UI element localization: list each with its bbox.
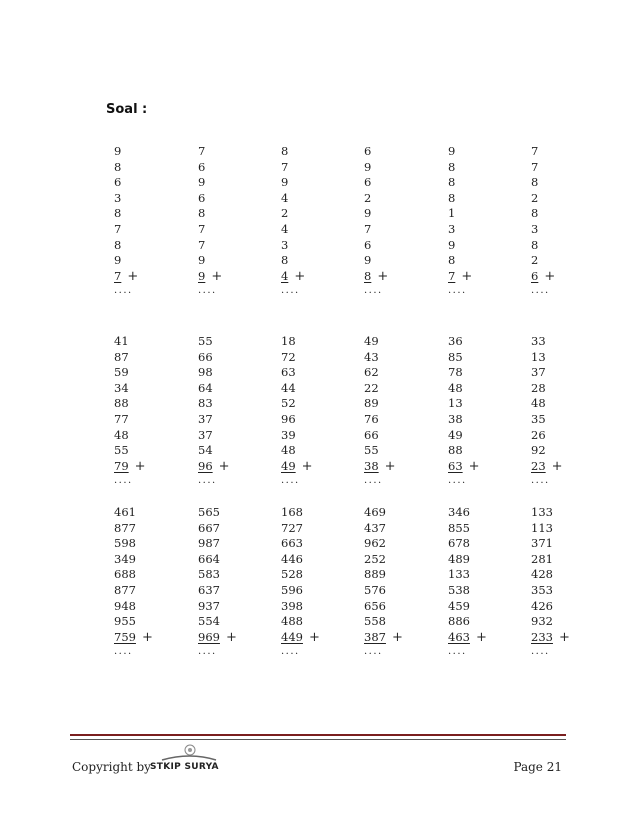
plus-sign: +	[294, 268, 306, 284]
addend: 346	[448, 505, 470, 519]
heading: Soal :	[106, 102, 148, 117]
last-addend	[198, 459, 258, 475]
addend: 168	[281, 505, 303, 519]
addend: 59	[114, 365, 129, 380]
addend: 55	[198, 334, 213, 348]
addend: 8	[281, 144, 289, 158]
addition-problem	[531, 505, 591, 660]
answer-placeholder: ....	[281, 646, 300, 658]
addend: 63	[281, 365, 296, 380]
addend: 583	[198, 567, 220, 582]
addition-problem	[281, 144, 341, 299]
addend: 8	[114, 206, 122, 221]
addend: 7	[114, 221, 122, 236]
last-addend	[531, 459, 591, 475]
addition-problem	[531, 144, 591, 299]
addend: 7	[531, 159, 539, 174]
plus-sign: +	[468, 458, 480, 474]
addend: 937	[198, 598, 220, 613]
addend-value: 96	[198, 458, 213, 473]
addend: 55	[114, 443, 129, 458]
addend: 488	[281, 614, 303, 629]
plus-sign: +	[558, 629, 570, 645]
addend: 66	[364, 427, 379, 442]
addend-value: 4	[281, 268, 289, 283]
addend: 9	[364, 159, 372, 174]
addend: 9	[198, 175, 206, 190]
addend: 62	[364, 365, 379, 380]
page-number: Page 21	[513, 760, 562, 774]
addition-problem	[531, 334, 591, 489]
addend: 565	[198, 505, 220, 519]
addend: 49	[364, 334, 379, 348]
last-addend	[364, 269, 424, 285]
addend: 727	[281, 520, 303, 535]
addend: 13	[531, 349, 546, 364]
answer-placeholder: ....	[364, 285, 383, 297]
answer-placeholder: ....	[448, 285, 467, 297]
last-addend	[448, 269, 508, 285]
plus-sign: +	[377, 268, 389, 284]
addend: 9	[448, 237, 456, 252]
last-addend	[448, 630, 508, 646]
last-addend	[114, 459, 174, 475]
addend: 9	[364, 206, 372, 221]
addition-problem	[114, 505, 174, 660]
addend: 8	[114, 159, 122, 174]
addend: 133	[448, 567, 470, 582]
addend: 428	[531, 567, 553, 582]
addend-value: 23	[531, 458, 546, 473]
addend: 78	[448, 365, 463, 380]
addend-value: 79	[114, 458, 129, 473]
answer-placeholder: ....	[198, 285, 217, 297]
addend: 7	[281, 159, 289, 174]
addend: 398	[281, 598, 303, 613]
last-addend	[281, 459, 341, 475]
addend: 98	[198, 365, 213, 380]
footer-rule-top	[70, 734, 566, 736]
addend: 85	[448, 349, 463, 364]
addition-problem	[448, 334, 508, 489]
addend: 528	[281, 567, 303, 582]
addition-problem	[114, 144, 174, 299]
last-addend	[281, 269, 341, 285]
addend: 6	[364, 175, 372, 190]
addend: 133	[531, 505, 553, 519]
addend-value: 7	[448, 268, 456, 283]
plus-sign: +	[308, 629, 320, 645]
last-addend	[364, 459, 424, 475]
addition-problem	[114, 334, 174, 489]
addend: 8	[448, 175, 456, 190]
addend: 3	[448, 221, 456, 236]
addend: 558	[364, 614, 386, 629]
addend: 72	[281, 349, 296, 364]
addend: 8	[531, 206, 539, 221]
addend: 6	[198, 190, 206, 205]
addend: 688	[114, 567, 136, 582]
addend: 35	[531, 411, 546, 426]
addend: 7	[531, 144, 539, 158]
addend: 948	[114, 598, 136, 613]
addend-value: 233	[531, 629, 553, 644]
addend: 8	[448, 159, 456, 174]
answer-placeholder: ....	[531, 646, 550, 658]
addend: 7	[198, 221, 206, 236]
addend: 9	[114, 144, 122, 158]
addend: 446	[281, 551, 303, 566]
addend: 459	[448, 598, 470, 613]
addend-value: 449	[281, 629, 303, 644]
last-addend	[448, 459, 508, 475]
addend: 7	[198, 237, 206, 252]
addend: 371	[531, 536, 553, 551]
plus-sign: +	[301, 458, 313, 474]
addend: 96	[281, 411, 296, 426]
addend: 962	[364, 536, 386, 551]
addend-value: 38	[364, 458, 379, 473]
last-addend	[114, 630, 174, 646]
addend: 8	[114, 237, 122, 252]
addend: 37	[531, 365, 546, 380]
addend: 8	[531, 175, 539, 190]
addend: 49	[448, 427, 463, 442]
addend: 932	[531, 614, 553, 629]
addition-problem	[198, 144, 258, 299]
addend: 252	[364, 551, 386, 566]
addend: 9	[198, 253, 206, 268]
addend: 637	[198, 582, 220, 597]
addend: 88	[448, 443, 463, 458]
answer-placeholder: ....	[114, 646, 133, 658]
addend-value: 9	[198, 268, 206, 283]
addend: 664	[198, 551, 220, 566]
addend: 9	[281, 175, 289, 190]
answer-placeholder: ....	[281, 475, 300, 487]
addend-value: 387	[364, 629, 386, 644]
addend: 667	[198, 520, 220, 535]
addend: 656	[364, 598, 386, 613]
addend: 6	[364, 144, 372, 158]
copyright-text: Copyright by	[72, 760, 151, 774]
plus-sign: +	[127, 268, 139, 284]
plus-sign: +	[551, 458, 563, 474]
addend: 9	[448, 144, 456, 158]
last-addend	[281, 630, 341, 646]
addend: 437	[364, 520, 386, 535]
answer-placeholder: ....	[531, 285, 550, 297]
addend: 2	[531, 253, 539, 268]
addend: 36	[448, 334, 463, 348]
addend: 41	[114, 334, 129, 348]
addend: 34	[114, 380, 129, 395]
addend: 678	[448, 536, 470, 551]
addend: 87	[114, 349, 129, 364]
addend: 9	[114, 253, 122, 268]
last-addend	[198, 630, 258, 646]
addend: 83	[198, 396, 213, 411]
addend: 48	[448, 380, 463, 395]
addend: 39	[281, 427, 296, 442]
addend: 4	[281, 221, 289, 236]
addend: 48	[114, 427, 129, 442]
answer-placeholder: ....	[364, 475, 383, 487]
addend: 955	[114, 614, 136, 629]
stkip-logo-icon	[150, 740, 220, 780]
addend: 426	[531, 598, 553, 613]
addend: 469	[364, 505, 386, 519]
addend: 37	[198, 411, 213, 426]
answer-placeholder: ....	[531, 475, 550, 487]
answer-placeholder: ....	[364, 646, 383, 658]
answer-placeholder: ....	[198, 646, 217, 658]
addend: 28	[531, 380, 546, 395]
addend: 877	[114, 582, 136, 597]
addend-value: 6	[531, 268, 539, 283]
addend-value: 759	[114, 629, 136, 644]
answer-placeholder: ....	[114, 285, 133, 297]
addend: 6	[364, 237, 372, 252]
addend: 461	[114, 505, 136, 519]
last-addend	[531, 630, 591, 646]
answer-placeholder: ....	[448, 475, 467, 487]
addend: 88	[114, 396, 129, 411]
plus-sign: +	[461, 268, 473, 284]
addition-problem	[198, 334, 258, 489]
addend: 349	[114, 551, 136, 566]
addend: 54	[198, 443, 213, 458]
addend-value: 49	[281, 458, 296, 473]
addend: 33	[531, 334, 546, 348]
answer-placeholder: ....	[448, 646, 467, 658]
answer-placeholder: ....	[198, 475, 217, 487]
plus-sign: +	[211, 268, 223, 284]
plus-sign: +	[134, 458, 146, 474]
addition-problem	[364, 144, 424, 299]
addend: 3	[114, 190, 122, 205]
plus-sign: +	[475, 629, 487, 645]
addend: 6	[114, 175, 122, 190]
addend-value: 969	[198, 629, 220, 644]
addend: 6	[198, 159, 206, 174]
last-addend	[364, 630, 424, 646]
addend: 92	[531, 443, 546, 458]
addend: 52	[281, 396, 296, 411]
addend: 7	[198, 144, 206, 158]
addend-value: 463	[448, 629, 470, 644]
addend: 576	[364, 582, 386, 597]
addend: 37	[198, 427, 213, 442]
addend: 889	[364, 567, 386, 582]
addend: 8	[198, 206, 206, 221]
addend: 9	[364, 253, 372, 268]
addend: 8	[281, 253, 289, 268]
addend-value: 63	[448, 458, 463, 473]
logo-text: STKIP SURYA	[150, 762, 219, 772]
addend: 2	[364, 190, 372, 205]
addend-value: 8	[364, 268, 372, 283]
addend: 3	[281, 237, 289, 252]
addition-problem	[281, 505, 341, 660]
addend: 48	[281, 443, 296, 458]
addend: 886	[448, 614, 470, 629]
answer-placeholder: ....	[281, 285, 300, 297]
addend-value: 7	[114, 268, 122, 283]
addend: 76	[364, 411, 379, 426]
addend: 64	[198, 380, 213, 395]
addend: 1	[448, 206, 456, 221]
addend: 538	[448, 582, 470, 597]
addend: 44	[281, 380, 296, 395]
addend: 7	[364, 221, 372, 236]
last-addend	[198, 269, 258, 285]
addend: 89	[364, 396, 379, 411]
addend: 2	[281, 206, 289, 221]
addition-problem	[448, 505, 508, 660]
addend: 43	[364, 349, 379, 364]
plus-sign: +	[544, 268, 556, 284]
addend: 8	[531, 237, 539, 252]
addend: 77	[114, 411, 129, 426]
addend: 596	[281, 582, 303, 597]
addend: 554	[198, 614, 220, 629]
addend: 353	[531, 582, 553, 597]
addend: 598	[114, 536, 136, 551]
plus-sign: +	[141, 629, 153, 645]
addend: 855	[448, 520, 470, 535]
addend: 26	[531, 427, 546, 442]
footer-rule-bottom	[70, 739, 566, 740]
addend: 22	[364, 380, 379, 395]
plus-sign: +	[391, 629, 403, 645]
addend: 877	[114, 520, 136, 535]
addend: 663	[281, 536, 303, 551]
addend: 4	[281, 190, 289, 205]
addition-problem	[364, 334, 424, 489]
addition-problem	[281, 334, 341, 489]
plus-sign: +	[384, 458, 396, 474]
addend: 489	[448, 551, 470, 566]
addend: 8	[448, 190, 456, 205]
addend: 18	[281, 334, 296, 348]
plus-sign: +	[225, 629, 237, 645]
addend: 55	[364, 443, 379, 458]
addend: 13	[448, 396, 463, 411]
addend: 281	[531, 551, 553, 566]
addend: 113	[531, 520, 553, 535]
last-addend	[114, 269, 174, 285]
addend: 8	[448, 253, 456, 268]
addend: 2	[531, 190, 539, 205]
addend: 66	[198, 349, 213, 364]
addend: 3	[531, 221, 539, 236]
addition-problem	[448, 144, 508, 299]
addition-problem	[198, 505, 258, 660]
plus-sign: +	[218, 458, 230, 474]
addition-problem	[364, 505, 424, 660]
addend: 38	[448, 411, 463, 426]
addend: 48	[531, 396, 546, 411]
addend: 987	[198, 536, 220, 551]
answer-placeholder: ....	[114, 475, 133, 487]
last-addend	[531, 269, 591, 285]
